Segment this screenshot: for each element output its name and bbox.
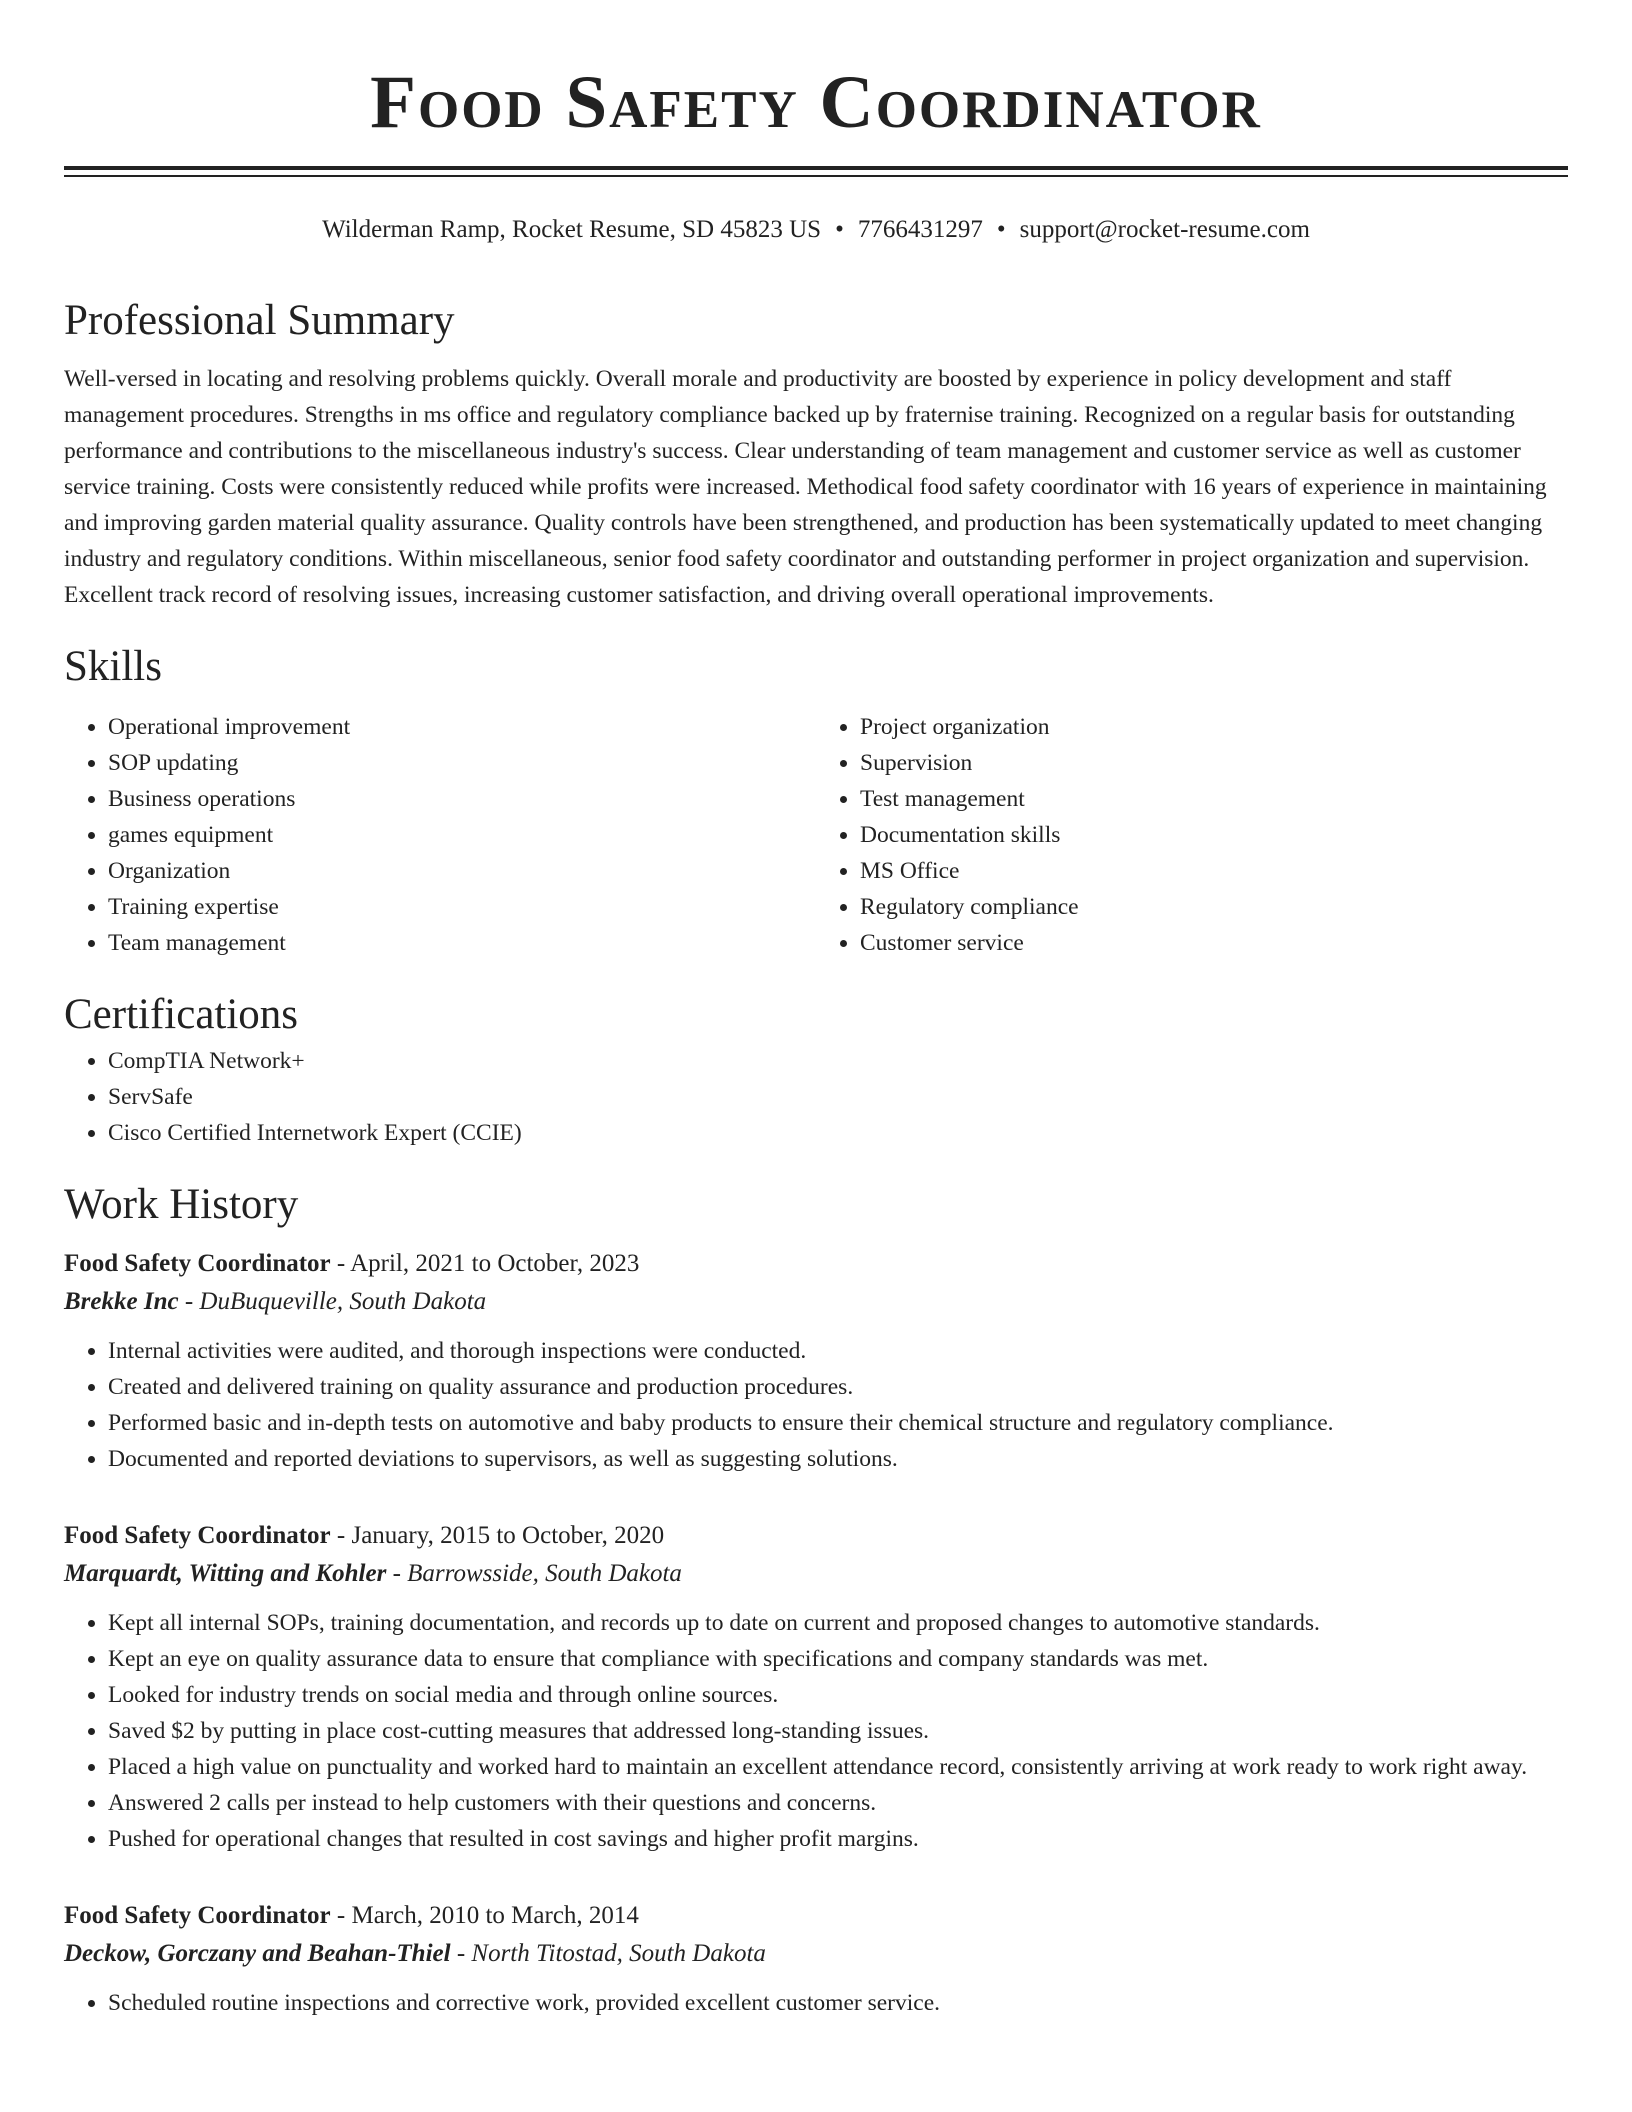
job-entry xyxy=(64,1517,1568,1857)
job-company: Brekke Inc xyxy=(64,1288,179,1315)
contact-email[interactable]: support@rocket-resume.com xyxy=(1019,216,1310,243)
job-bullet: • Pushed for operational changes that resulted in cost savings and higher profit margins. xyxy=(108,1821,1568,1857)
job-bullet: • Placed a high value on punctuality and worked hard to maintain an excellent attendance record, consistently arriving at work ready to work right away. xyxy=(108,1749,1568,1785)
skill-item: • Operational improvement xyxy=(108,709,816,745)
job-bullets xyxy=(64,1985,1568,2021)
job-title-line xyxy=(64,1517,1568,1555)
contact-separator: • xyxy=(996,216,1006,243)
skills-list-right xyxy=(816,709,1568,961)
job-bullet: • Created and delivered training on quality assurance and production procedures. xyxy=(108,1369,1568,1405)
skills-heading: Skills xyxy=(64,643,162,690)
job-bullets xyxy=(64,1605,1568,1857)
job-bullet: • Kept an eye on quality assurance data to ensure that compliance with specifications and company standards was met. xyxy=(108,1641,1568,1677)
job-company: Deckow, Gorczany and Beahan-Thiel xyxy=(64,1940,451,1967)
resume-page xyxy=(64,0,1568,2021)
work-history-heading: Work History xyxy=(64,1181,299,1228)
contact-line xyxy=(64,213,1568,247)
contact-address: Wilderman Ramp, Rocket Resume, SD 45823 US xyxy=(322,216,822,243)
job-dates: - March, 2010 to March, 2014 xyxy=(336,1902,639,1929)
skills-columns xyxy=(64,709,1568,961)
certification-item: • CompTIA Network+ xyxy=(108,1043,1568,1079)
job-title: Food Safety Coordinator xyxy=(64,1522,331,1549)
job-company-line xyxy=(64,1283,1568,1321)
skill-item: • Test management xyxy=(860,781,1568,817)
job-dates: - April, 2021 to October, 2023 xyxy=(336,1250,640,1277)
skill-item: • Training expertise xyxy=(108,889,816,925)
skill-item: • Organization xyxy=(108,853,816,889)
contact-phone: 7766431297 xyxy=(857,216,983,243)
skill-item: • Regulatory compliance xyxy=(860,889,1568,925)
job-bullet: • Answered 2 calls per instead to help customers with their questions and concerns. xyxy=(108,1785,1568,1821)
certification-item: • Cisco Certified Internetwork Expert (CCIE) xyxy=(108,1115,1568,1151)
certifications-list xyxy=(64,1043,1568,1151)
skill-item: • Team management xyxy=(108,925,816,961)
page-title: Food Safety Coordinator xyxy=(370,61,1262,144)
job-bullet: • Saved $2 by putting in place cost-cutting measures that addressed long-standing issues. xyxy=(108,1713,1568,1749)
job-bullet: • Internal activities were audited, and thorough inspections were conducted. xyxy=(108,1333,1568,1369)
summary-text: Well-versed in locating and resolving problems quickly. Overall morale and productivity are boosted by experience in policy development and staff management procedures. Strengths in ms office and regulatory compliance backed up by fraternise training. Recognized on a regular basis for outstanding performance and contributions to the miscellaneous industry's success. Clear understanding of team management and customer service as well as customer service training. Costs were consistently reduced while profits were increased. Methodical food safety coordinator with 16 years of experience in maintaining and improving garden material quality assurance. Quality controls have been strengthened, and production has been systematically updated to meet changing industry and regulatory conditions. Within miscellaneous, senior food safety coordinator and outstanding performer in project organization and supervision. Excellent track record of resolving issues, increasing customer satisfaction, and driving overall operational improvements. xyxy=(64,366,1547,608)
job-bullet: • Looked for industry trends on social media and through online sources. xyxy=(108,1677,1568,1713)
job-title-line xyxy=(64,1245,1568,1283)
title-divider-thick xyxy=(64,166,1568,170)
job-bullet: • Kept all internal SOPs, training documentation, and records up to date on current and proposed changes to automotive standards. xyxy=(108,1605,1568,1641)
summary-heading: Professional Summary xyxy=(64,297,455,344)
title-divider-thin xyxy=(64,175,1568,177)
job-entry xyxy=(64,1245,1568,1477)
job-bullets xyxy=(64,1333,1568,1477)
skills-list-left xyxy=(64,709,816,961)
skill-item: • Project organization xyxy=(860,709,1568,745)
job-location: - Barrowsside, South Dakota xyxy=(392,1560,682,1587)
skill-item: • Customer service xyxy=(860,925,1568,961)
contact-separator: • xyxy=(835,216,844,243)
job-company-line xyxy=(64,1935,1568,1973)
job-dates: - January, 2015 to October, 2020 xyxy=(336,1522,665,1549)
job-title: Food Safety Coordinator xyxy=(64,1250,331,1277)
skill-item: • games equipment xyxy=(108,817,816,853)
certifications-heading: Certifications xyxy=(64,991,299,1038)
job-company-line xyxy=(64,1555,1568,1593)
job-title-line xyxy=(64,1897,1568,1935)
skill-item: • Business operations xyxy=(108,781,816,817)
job-bullet: • Scheduled routine inspections and corrective work, provided excellent customer service. xyxy=(108,1985,1568,2021)
skill-item: • SOP updating xyxy=(108,745,816,781)
job-bullet: • Documented and reported deviations to supervisors, as well as suggesting solutions. xyxy=(108,1441,1568,1477)
job-location: - North Titostad, South Dakota xyxy=(456,1940,766,1967)
job-location: - DuBuqueville, South Dakota xyxy=(184,1288,487,1315)
skill-item: • Documentation skills xyxy=(860,817,1568,853)
job-company: Marquardt, Witting and Kohler xyxy=(64,1560,387,1587)
skill-item: • MS Office xyxy=(860,853,1568,889)
job-title: Food Safety Coordinator xyxy=(64,1902,331,1929)
skill-item: • Supervision xyxy=(860,745,1568,781)
job-bullet: • Performed basic and in-depth tests on automotive and baby products to ensure their chemical structure and regulatory compliance. xyxy=(108,1405,1568,1441)
job-entry xyxy=(64,1897,1568,2021)
certification-item: • ServSafe xyxy=(108,1079,1568,1115)
